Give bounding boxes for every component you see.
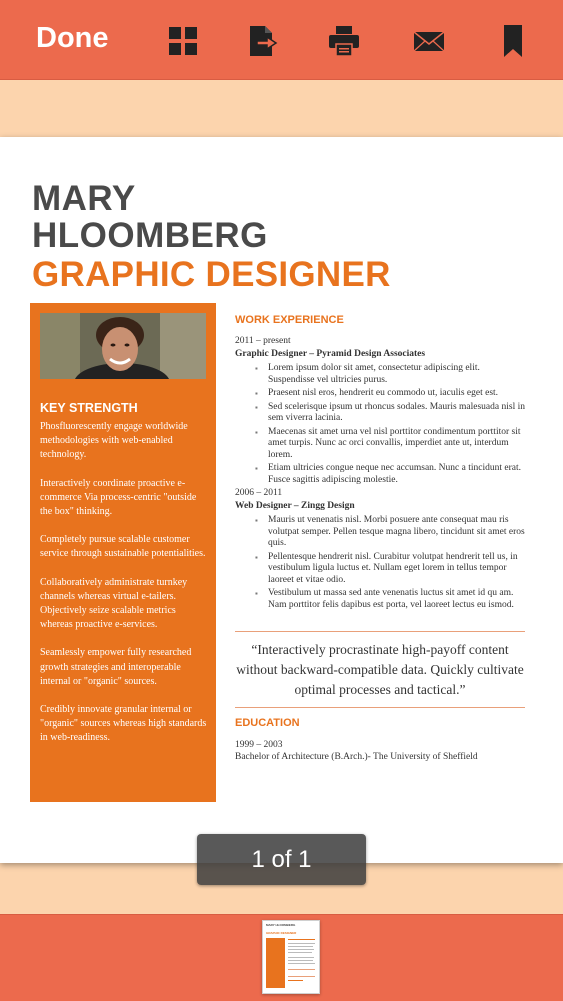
job-bullet: ▪ Sed scelerisque ipsum ut rhoncus sodales. Mauris malesuada nisl in sem viverra lacinia. <box>268 402 525 425</box>
last-name: HLOOMBERG <box>32 216 268 255</box>
job-bullets <box>235 515 525 611</box>
thumbnail-line <box>288 963 315 964</box>
work-experience-title: WORK EXPERIENCE <box>235 314 344 326</box>
document-page[interactable] <box>0 137 563 863</box>
first-name: MARY <box>32 179 136 218</box>
job-title: Web Designer – Zingg Design <box>235 500 355 511</box>
key-strength-title: KEY STRENGTH <box>40 401 138 415</box>
thumbnail-line <box>288 952 312 953</box>
mail-icon[interactable] <box>412 24 446 58</box>
job-bullet: ▪ Etiam ultricies congue neque nec accumsan. Nunc a tincidunt erat. Fusce sagittis adipiscing molestie. <box>268 463 525 486</box>
page-indicator: 1 of 1 <box>197 834 366 885</box>
thumbnail-line <box>288 980 303 981</box>
resume-role: GRAPHIC DESIGNER <box>32 255 391 294</box>
thumbnail-line <box>288 949 314 950</box>
job-bullets <box>235 363 525 486</box>
job-title: Graphic Designer – Pyramid Design Associates <box>235 348 426 359</box>
thumbnail-name: MARY HLOOMBERG <box>266 923 296 927</box>
pull-quote: “Interactively procrastinate high-payoff content without backward-compatible data. Quickly cultivate optimal processes and tactical.” <box>235 631 525 708</box>
profile-photo <box>40 313 206 379</box>
print-icon[interactable] <box>327 24 361 58</box>
done-button[interactable]: Done <box>36 22 109 54</box>
page-thumbnail[interactable] <box>262 920 320 994</box>
job-bullet: ▪ Vestibulum ut massa sed ante venenatis luctus sit amet id qu am. Nam porttitor felis dapibus est porta, vel laoreet lectus eu ismod. <box>268 588 525 611</box>
job-bullet: ▪ Praesent nisl eros, hendrerit eu commodo ut, iaculis eget est. <box>268 388 525 400</box>
thumbnail-role: GRAPHIC DESIGNER <box>266 931 297 935</box>
key-strength-item: Interactively coordinate proactive e-commerce Via process-centric "outside the box" thinking. <box>40 477 197 518</box>
thumbnail-sidebar <box>266 938 285 988</box>
grid-icon[interactable] <box>166 24 200 58</box>
thumbnail-line <box>288 960 313 961</box>
job-date: 2006 – 2011 <box>235 488 283 498</box>
thumbnail-line <box>288 976 315 977</box>
job-entry <box>235 488 525 613</box>
export-icon[interactable] <box>245 24 279 58</box>
key-strength-sidebar <box>30 303 216 802</box>
education-degree: Bachelor of Architecture (B.Arch.)- The University of Sheffield <box>235 751 478 762</box>
education-date: 1999 – 2003 <box>235 740 283 750</box>
resume-name <box>32 180 268 254</box>
top-toolbar <box>0 0 563 80</box>
key-strength-list <box>40 420 208 760</box>
job-entry <box>235 336 525 488</box>
key-strength-item: Credibly innovate granular internal or "organic" sources whereas high standards in web-readiness. <box>40 704 207 744</box>
key-strength-item: Phosfluorescently engage worldwide methodologies with web-enabled technology. <box>40 421 188 461</box>
job-bullet: ▪ Lorem ipsum dolor sit amet, consectetur adipiscing elit. Suspendisse vel ultricies purus. <box>268 363 525 386</box>
thumbnail-line <box>288 946 313 947</box>
education-title: EDUCATION <box>235 717 300 729</box>
job-bullet: ▪ Pellentesque hendrerit nisl. Curabitur volutpat hendrerit tell us, in vestibulum ligula luctus et. Nullam eget lorem in tellus tempor laoreet et vitae odio. <box>268 552 525 587</box>
job-date: 2011 – present <box>235 336 291 346</box>
key-strength-item: Completely pursue scalable customer service through sustainable potentialities. <box>40 534 206 560</box>
thumbnail-line <box>288 939 315 940</box>
job-bullet: ▪ Mauris ut venenatis nisl. Morbi posuere ante consequat mau ris volutpat semper. Pellen tesque magna libero, tincidunt sit amet eros quis. <box>268 515 525 550</box>
education-entry <box>235 740 525 763</box>
job-bullet: ▪ Maecenas sit amet urna vel nisl porttitor condimentum porttitor sit amet turpis. Nunc ac orci convallis, imperdiet ante ut, interdum lorem. <box>268 427 525 462</box>
bookmark-icon[interactable] <box>496 24 530 58</box>
key-strength-item: Seamlessly empower fully researched growth strategies and interoperable internal or "organic" sources. <box>40 647 192 687</box>
thumbnail-line <box>288 957 314 958</box>
thumbnail-line <box>288 969 315 970</box>
thumbnail-line <box>288 943 315 944</box>
key-strength-item: Collaboratively administrate turnkey channels whereas virtual e-tailers. Objectively seize scalable metrics whereas proactive e-services. <box>40 576 188 631</box>
